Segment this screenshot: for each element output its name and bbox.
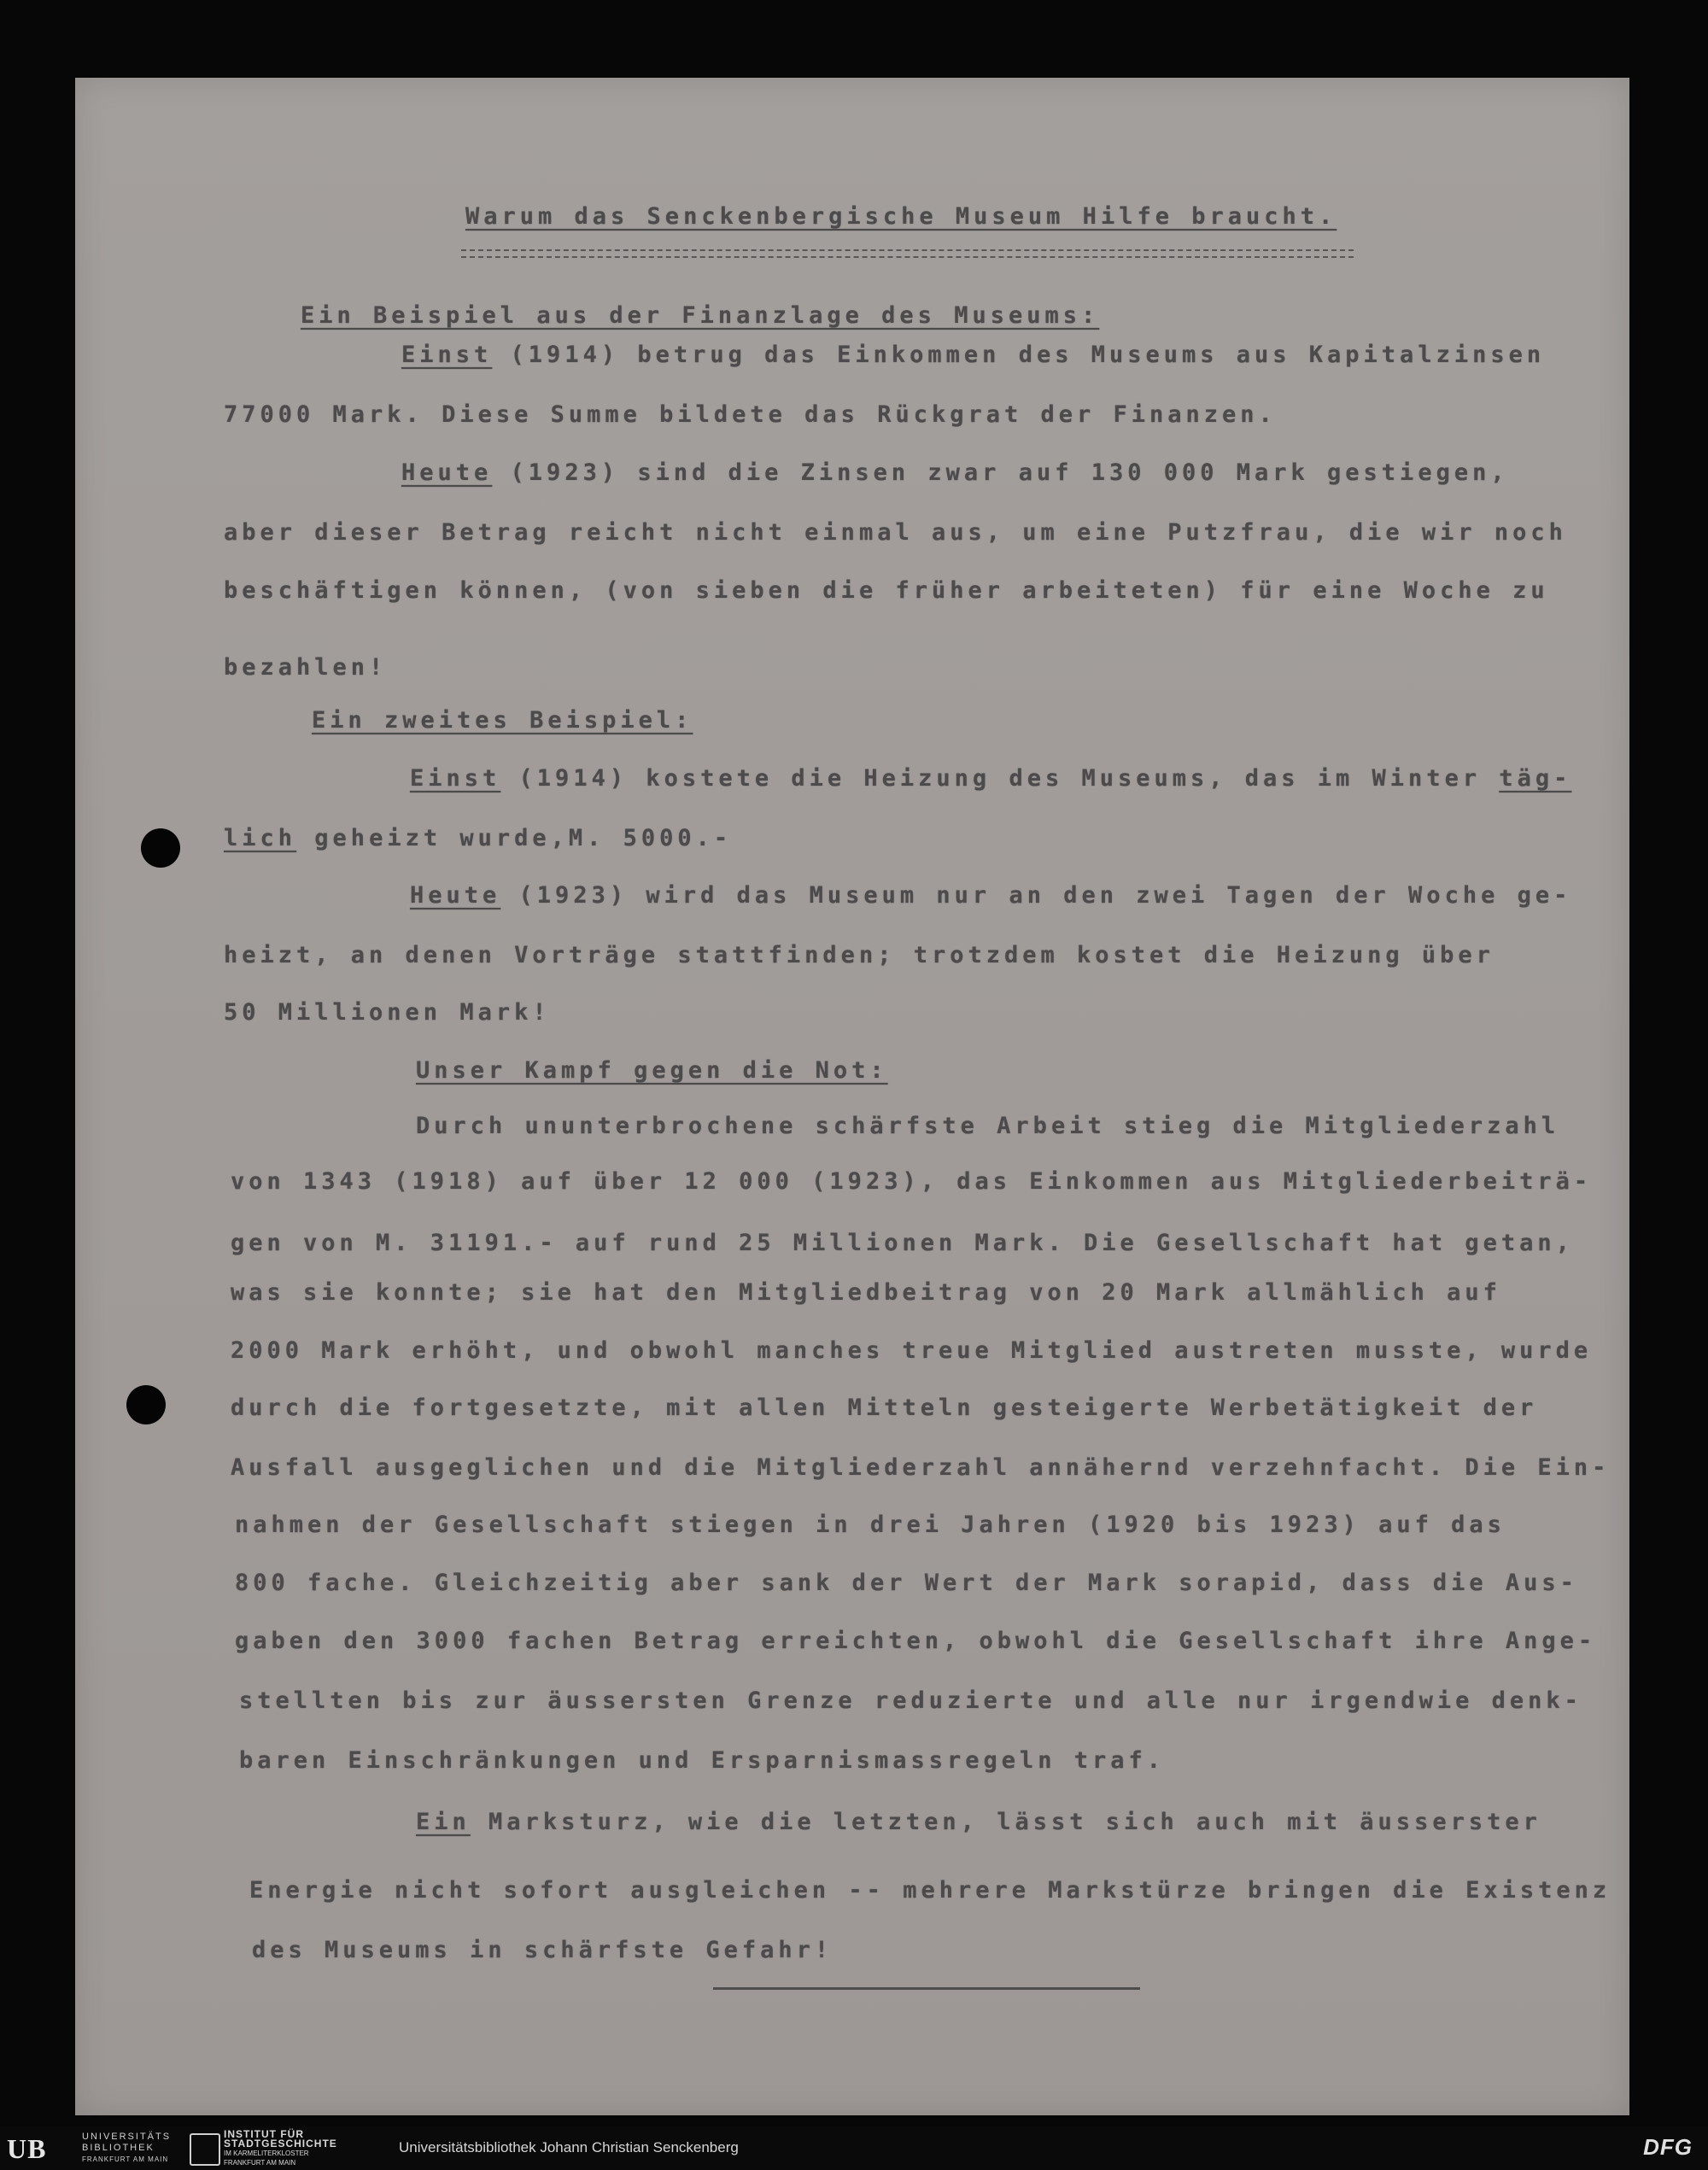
isg-seal-icon: [190, 2133, 220, 2166]
word-einst-2: Einst: [410, 765, 501, 792]
p6-line1: [416, 1810, 1541, 1834]
word-einst: Einst: [401, 342, 493, 368]
word-ein: Ein: [416, 1809, 471, 1835]
word-taeg: täg-: [1499, 765, 1572, 792]
p2-line3: beschäftigen können, (von sieben die früher arbeiteten) für eine Woche zu: [224, 577, 1549, 604]
word-heute-2: Heute: [410, 882, 501, 909]
p3-line1-text: (1914) kostete die Heizung des Museums, das im Winter: [518, 765, 1482, 792]
punch-hole-bottom: [126, 1385, 166, 1424]
p2-line1: [401, 461, 1509, 484]
p6-line1-text: Marksturz, wie die letzten, lässt sich auch mit äusserster: [488, 1809, 1541, 1835]
p2-line1-text: (1923) sind die Zinsen zwar auf 130 000 Mark gestiegen,: [510, 459, 1509, 486]
p4-line1-text: (1923) wird das Museum nur an den zwei Tagen der Woche ge-: [518, 882, 1572, 909]
p5-line11: stellten bis zur äussersten Grenze reduzierte und alle nur irgendwie denk-: [239, 1687, 1582, 1714]
ub-line2: BIBLIOTHEK: [82, 2143, 155, 2153]
p4-line2: heizt, an denen Vorträge stattfinden; trotzdem kostet die Heizung über: [224, 942, 1494, 968]
p5-line5: 2000 Mark erhöht, und obwohl manches treue Mitglied austreten musste, wurde: [231, 1337, 1593, 1364]
title-double-rule: [461, 249, 1354, 258]
p3-line1: [410, 767, 1571, 790]
ub-line1: UNIVERSITÄTS: [82, 2132, 172, 2142]
p5-line2: von 1343 (1918) auf über 12 000 (1923), das Einkommen aus Mitgliederbeiträ-: [231, 1168, 1593, 1195]
p5-line1: Durch ununterbrochene schärfste Arbeit stieg die Mitgliederzahl: [416, 1113, 1560, 1139]
isg-text: [224, 2130, 337, 2167]
p1-line2: 77000 Mark. Diese Summe bildete das Rückgrat der Finanzen.: [224, 401, 1277, 428]
word-lich: lich: [224, 825, 297, 851]
p5-line8: nahmen der Gesellschaft stiegen in drei Jahren (1920 bis 1923) auf das: [235, 1512, 1506, 1538]
isg-line2: STADTGESCHICHTE: [224, 2138, 337, 2150]
p3-line2-text: geheizt wurde,M. 5000.-: [314, 825, 733, 851]
punch-hole-top: [141, 828, 180, 868]
p4-line1: [410, 884, 1571, 907]
ub-logo: UB: [7, 2133, 47, 2164]
heading-zweites-beispiel: Ein zweites Beispiel:: [312, 707, 693, 734]
footer-bar: [0, 2126, 1708, 2170]
p5-line12: baren Einschränkungen und Ersparnismassregeln traf.: [239, 1747, 1166, 1774]
document-title: Warum das Senckenbergische Museum Hilfe braucht.: [465, 203, 1337, 230]
p2-line4: bezahlen!: [224, 654, 388, 681]
ub-line3: FRANKFURT AM MAIN: [82, 2155, 169, 2163]
dfg-logo: DFG: [1643, 2134, 1693, 2160]
p5-line10: gaben den 3000 fachen Betrag erreichten, obwohl die Gesellschaft ihre Ange-: [235, 1628, 1597, 1654]
p1-line1: [401, 343, 1545, 366]
isg-line3: IM KARMELITERKLOSTER: [224, 2150, 309, 2157]
p5-line9: 800 fache. Gleichzeitig aber sank der Wert der Mark sorapid, dass die Aus-: [235, 1570, 1578, 1596]
closing-rule: [713, 1987, 1140, 1990]
isg-line1: INSTITUT FÜR: [224, 2128, 304, 2140]
isg-line4: FRANKFURT AM MAIN: [224, 2159, 296, 2167]
p2-line2: aber dieser Betrag reicht nicht einmal aus, um eine Putzfrau, die wir noch: [224, 519, 1567, 546]
p6-line2: Energie nicht sofort ausgleichen -- mehrere Markstürze bringen die Existenz: [249, 1877, 1611, 1904]
p5-line6: durch die fortgesetzte, mit allen Mitteln gesteigerte Werbetätigkeit der: [231, 1395, 1538, 1421]
p4-line3: 50 Millionen Mark!: [224, 999, 551, 1026]
p5-line7: Ausfall ausgeglichen und die Mitgliederzahl annähernd verzehnfacht. Die Ein-: [231, 1454, 1611, 1481]
p5-line4: was sie konnte; sie hat den Mitgliedbeitrag von 20 Mark allmählich auf: [231, 1279, 1501, 1306]
p6-line3: des Museums in schärfste Gefahr!: [252, 1937, 834, 1963]
ub-text: [82, 2132, 171, 2165]
p5-line3: gen von M. 31191.- auf rund 25 Millionen Mark. Die Gesellschaft hat getan,: [231, 1230, 1574, 1256]
p3-line2: [224, 827, 732, 850]
heading-finanzlage: Ein Beispiel aus der Finanzlage des Museums:: [301, 302, 1100, 329]
p1-line1-text: (1914) betrug das Einkommen des Museums aus Kapitalzinsen: [510, 342, 1546, 368]
heading-kampf: Unser Kampf gegen die Not:: [416, 1057, 888, 1084]
word-heute: Heute: [401, 459, 493, 486]
library-name: Universitätsbibliothek Johann Christian Senckenberg: [399, 2139, 739, 2155]
